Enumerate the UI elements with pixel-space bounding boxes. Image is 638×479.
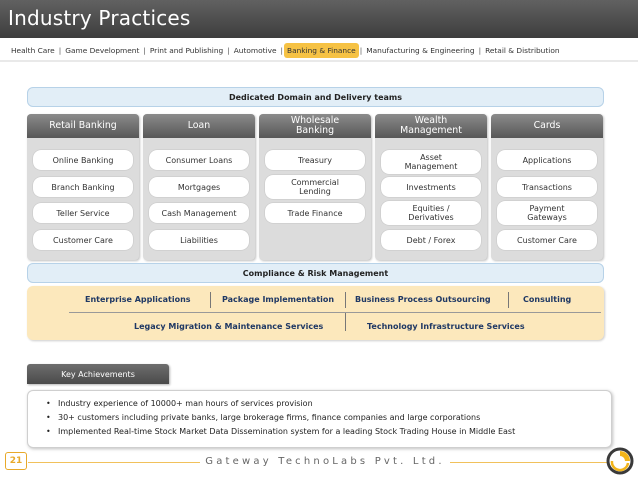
key-achievements-tab: Key Achievements	[27, 364, 169, 384]
nav-item-print-publishing[interactable]: Print and Publishing	[149, 45, 224, 55]
column-header: Loan	[143, 114, 255, 138]
service-legacy-migration: Legacy Migration & Maintenance Services	[134, 322, 324, 331]
cell-cash-management: Cash Management	[149, 203, 249, 223]
cell-investments: Investments	[381, 177, 481, 197]
cell-transactions: Transactions	[497, 177, 597, 197]
dedicated-teams-band: Dedicated Domain and Delivery teams	[27, 87, 604, 107]
column-wealth-management	[375, 114, 487, 260]
nav-separator: |	[227, 45, 230, 55]
cell-equities-derivatives: Equities / Derivatives	[381, 201, 481, 225]
service-consulting: Consulting	[523, 295, 572, 304]
cell-customer-care: Customer Care	[497, 230, 597, 250]
gateway-logo-icon	[606, 447, 634, 475]
cell-trade-finance: Trade Finance	[265, 203, 365, 223]
cell-teller-service: Teller Service	[33, 203, 133, 223]
achievements-list	[46, 397, 515, 439]
column-loan	[143, 114, 255, 260]
services-row-divider	[69, 312, 601, 313]
cell-online-banking: Online Banking	[33, 150, 133, 170]
service-divider	[345, 292, 346, 308]
service-package-implementation: Package Implementation	[222, 295, 335, 304]
cell-payment-gateways: Payment Gateways	[497, 201, 597, 225]
company-name: Gateway TechnoLabs Pvt. Ltd.	[200, 456, 450, 467]
cell-commercial-lending: Commercial Lending	[265, 175, 365, 199]
column-header: Wealth Management	[375, 114, 487, 138]
service-bpo: Business Process Outsourcing	[355, 295, 491, 304]
nav-separator: |	[58, 45, 62, 55]
column-header: Wholesale Banking	[259, 114, 371, 138]
achievement-item: • 30+ customers including private banks, large brokerage firms, finance companies and large corporations	[46, 411, 515, 425]
column-header: Cards	[491, 114, 603, 138]
page-title: Industry Practices	[8, 6, 191, 30]
nav-item-game-development[interactable]: Game Development	[65, 45, 140, 55]
service-technology-infrastructure: Technology Infrastructure Services	[367, 322, 525, 331]
column-header: Retail Banking	[27, 114, 139, 138]
cell-asset-management: Asset Management	[381, 150, 481, 174]
column-wholesale-banking	[259, 114, 371, 260]
service-divider	[210, 292, 211, 308]
achievement-item: • Industry experience of 10000+ man hours of services provision	[46, 397, 515, 411]
cell-branch-banking: Branch Banking	[33, 177, 133, 197]
service-enterprise-applications: Enterprise Applications	[85, 295, 191, 304]
nav-item-retail-distribution[interactable]: Retail & Distribution	[485, 45, 560, 55]
nav-separator: |	[359, 45, 363, 55]
nav-divider	[0, 60, 638, 62]
cell-customer-care: Customer Care	[33, 230, 133, 250]
achievement-item: • Implemented Real-time Stock Market Data Dissemination system for a leading Stock Trading House in Middle East	[46, 425, 515, 439]
industry-nav	[0, 41, 638, 59]
cell-liabilities: Liabilities	[149, 230, 249, 250]
page-number: 21	[5, 452, 27, 470]
cell-applications: Applications	[497, 150, 597, 170]
column-cards	[491, 114, 603, 260]
title-bar	[0, 0, 638, 38]
cell-mortgages: Mortgages	[149, 177, 249, 197]
nav-separator: |	[280, 45, 283, 55]
nav-item-automotive[interactable]: Automotive	[233, 45, 277, 55]
compliance-band: Compliance & Risk Management	[27, 263, 604, 283]
cell-consumer-loans: Consumer Loans	[149, 150, 249, 170]
service-divider	[345, 313, 346, 331]
nav-item-manufacturing-engineering[interactable]: Manufacturing & Engineering	[366, 45, 475, 55]
cell-treasury: Treasury	[265, 150, 365, 170]
nav-item-health-care[interactable]: Health Care	[11, 45, 55, 55]
nav-item-banking-finance[interactable]: Banking & Finance	[284, 43, 359, 58]
nav-separator: |	[478, 45, 482, 55]
service-divider	[508, 292, 509, 308]
cell-debt-forex: Debt / Forex	[381, 230, 481, 250]
nav-separator: |	[143, 45, 146, 55]
key-achievements-box	[27, 390, 612, 448]
services-panel	[27, 286, 604, 340]
column-retail-banking	[27, 114, 139, 260]
